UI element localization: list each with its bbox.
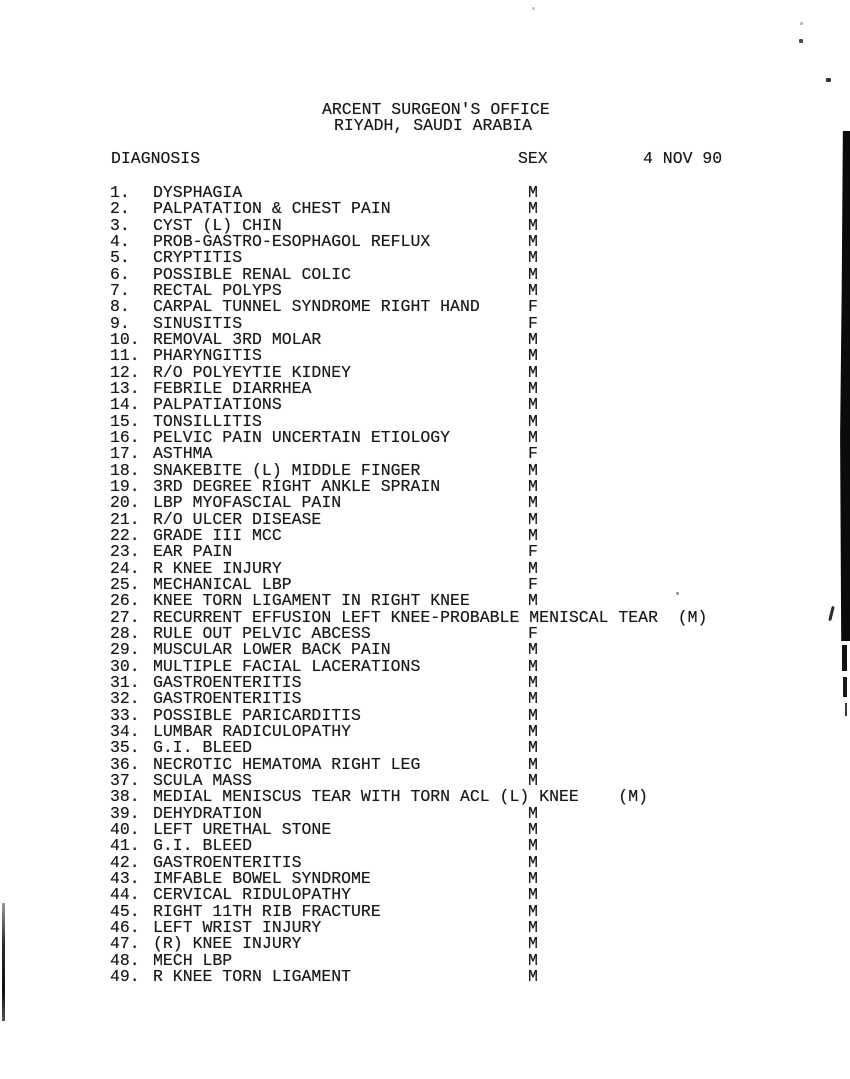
diagnosis-row xyxy=(0,934,850,954)
row-sex: M xyxy=(528,509,538,529)
row-number: 43. xyxy=(110,868,140,888)
row-number: 34. xyxy=(110,721,140,741)
row-number: 21. xyxy=(110,509,140,529)
row-diagnosis: MECH LBP xyxy=(153,950,233,970)
row-number: 42. xyxy=(110,852,140,872)
diagnosis-row xyxy=(0,836,850,856)
diagnosis-row xyxy=(0,461,850,478)
row-sex: M xyxy=(528,395,538,415)
row-diagnosis: KNEE TORN LIGAMENT IN RIGHT KNEE xyxy=(153,591,470,611)
row-sex: M xyxy=(528,378,538,398)
diagnosis-row xyxy=(0,346,850,366)
row-sex: M xyxy=(528,672,538,692)
column-header-sex: SEX xyxy=(518,149,548,168)
diagnosis-row xyxy=(0,232,850,249)
row-number: 33. xyxy=(110,705,140,725)
row-diagnosis: LUMBAR RADICULOPATHY xyxy=(153,721,352,741)
row-sex: M xyxy=(528,591,538,611)
row-diagnosis: LBP MYOFASCIAL PAIN xyxy=(153,493,342,513)
diagnosis-row xyxy=(0,624,850,641)
row-number: 32. xyxy=(110,689,140,709)
row-number: 18. xyxy=(110,460,140,480)
scan-artifact-left-line xyxy=(2,903,5,1021)
row-sex: (M) xyxy=(677,607,708,627)
row-sex: M xyxy=(528,231,538,251)
row-sex: M xyxy=(528,640,538,660)
row-diagnosis: SINUSITIS xyxy=(153,313,243,333)
diagnosis-row xyxy=(0,559,850,576)
row-number: 45. xyxy=(110,901,140,921)
row-sex: M xyxy=(528,264,538,284)
row-sex: M xyxy=(528,476,538,496)
row-sex: M xyxy=(528,215,538,235)
row-sex: M xyxy=(528,852,538,872)
row-diagnosis: NECROTIC HEMATOMA RIGHT LEG xyxy=(153,754,421,774)
diagnosis-row xyxy=(0,297,850,317)
row-number: 35. xyxy=(110,738,140,758)
row-diagnosis: SNAKEBITE (L) MIDDLE FINGER xyxy=(153,460,421,480)
row-diagnosis: ASTHMA xyxy=(153,444,213,464)
row-number: 16. xyxy=(110,427,140,447)
diagnosis-row xyxy=(0,265,850,282)
row-sex: M xyxy=(528,656,538,676)
row-sex: M xyxy=(528,966,538,986)
row-diagnosis: GASTROENTERITIS xyxy=(153,672,302,692)
row-diagnosis: G.I. BLEED xyxy=(153,836,253,856)
row-number: 13. xyxy=(110,378,140,398)
row-diagnosis: RECURRENT EFFUSION LEFT KNEE-PROBABLE MENISCAL TEAR xyxy=(153,607,658,627)
row-diagnosis: LEFT URETHAL STONE xyxy=(153,819,332,839)
row-sex: M xyxy=(528,525,538,545)
row-number: 28. xyxy=(110,623,140,643)
row-diagnosis: R KNEE INJURY xyxy=(153,558,282,578)
row-number: 31. xyxy=(110,672,140,692)
row-number: 23. xyxy=(110,542,140,562)
row-sex: F xyxy=(528,297,538,317)
document-title-line1: ARCENT SURGEON'S OFFICE xyxy=(322,100,550,119)
row-sex: M xyxy=(528,411,538,431)
diagnosis-row xyxy=(0,248,850,268)
row-sex: M xyxy=(528,934,538,954)
row-diagnosis: PROB-GASTRO-ESOPHAGOL REFLUX xyxy=(153,231,431,251)
row-number: 14. xyxy=(110,395,140,415)
row-diagnosis: CERVICAL RIDULOPATHY xyxy=(153,885,352,905)
diagnosis-row xyxy=(0,510,850,527)
row-number: 20. xyxy=(110,493,140,513)
row-number: 49. xyxy=(110,966,140,986)
row-sex: M xyxy=(528,705,538,725)
row-diagnosis: PELVIC PAIN UNCERTAIN ETIOLOGY xyxy=(153,427,451,447)
row-number: 2. xyxy=(110,199,130,219)
row-diagnosis: MEDIAL MENISCUS TEAR WITH TORN ACL (L) KNEE xyxy=(153,787,579,807)
diagnosis-row xyxy=(0,755,850,772)
scan-artifact-speck xyxy=(800,22,803,25)
diagnosis-row xyxy=(0,379,850,396)
scan-artifact-bar-dash xyxy=(843,677,847,697)
diagnosis-row xyxy=(0,640,850,660)
row-sex: M xyxy=(528,689,538,709)
row-diagnosis: EAR PAIN xyxy=(153,542,233,562)
row-diagnosis: REMOVAL 3RD MOLAR xyxy=(153,329,322,349)
row-sex: F xyxy=(528,574,538,594)
row-number: 12. xyxy=(110,362,140,382)
row-sex: M xyxy=(528,248,538,268)
row-number: 4. xyxy=(110,231,130,251)
row-diagnosis: SCULA MASS xyxy=(153,770,253,790)
row-sex: M xyxy=(528,950,538,970)
row-sex: M xyxy=(528,329,538,349)
row-diagnosis: MULTIPLE FACIAL LACERATIONS xyxy=(153,656,421,676)
row-diagnosis: GRADE III MCC xyxy=(153,525,282,545)
row-diagnosis: POSSIBLE RENAL COLIC xyxy=(153,264,352,284)
row-number: 47. xyxy=(110,934,140,954)
row-sex: M xyxy=(528,493,538,513)
diagnosis-row xyxy=(0,281,850,298)
document-date: 4 NOV 90 xyxy=(643,149,723,168)
row-sex: M xyxy=(528,346,538,366)
row-diagnosis: 3RD DEGREE RIGHT ANKLE SPRAIN xyxy=(153,476,441,496)
diagnosis-row xyxy=(0,428,850,445)
row-sex: M xyxy=(528,819,538,839)
row-sex: F xyxy=(528,444,538,464)
row-sex: M xyxy=(528,427,538,447)
row-number: 48. xyxy=(110,950,140,970)
row-number: 24. xyxy=(110,558,140,578)
diagnosis-row xyxy=(0,477,850,494)
row-diagnosis: PALPATATION & CHEST PAIN xyxy=(153,199,391,219)
diagnosis-row xyxy=(0,657,850,674)
row-number: 5. xyxy=(110,248,130,268)
diagnosis-row xyxy=(0,591,850,611)
diagnosis-row xyxy=(0,722,850,739)
row-diagnosis: PALPATIATIONS xyxy=(153,395,282,415)
scan-artifact-speck xyxy=(799,39,803,43)
row-number: 19. xyxy=(110,476,140,496)
row-number: 36. xyxy=(110,754,140,774)
diagnosis-row xyxy=(0,412,850,429)
row-diagnosis: RIGHT 11TH RIB FRACTURE xyxy=(153,901,381,921)
diagnosis-row xyxy=(0,199,850,219)
diagnosis-row xyxy=(0,395,850,415)
row-sex: M xyxy=(528,754,538,774)
diagnosis-row xyxy=(0,902,850,919)
diagnosis-row xyxy=(0,444,850,464)
row-number: 9. xyxy=(110,313,130,333)
row-number: 10. xyxy=(110,329,140,349)
row-number: 38. xyxy=(110,787,140,807)
diagnosis-row xyxy=(0,673,850,690)
diagnosis-row xyxy=(0,526,850,543)
row-number: 3. xyxy=(110,215,130,235)
row-number: 40. xyxy=(110,819,140,839)
row-diagnosis: DYSPHAGIA xyxy=(153,183,243,202)
row-sex: M xyxy=(528,770,538,790)
row-diagnosis: TONSILLITIS xyxy=(153,411,262,431)
row-sex: M xyxy=(528,917,538,937)
diagnosis-row xyxy=(0,918,850,935)
row-sex: M xyxy=(528,868,538,888)
diagnosis-row xyxy=(0,706,850,723)
diagnosis-row xyxy=(0,183,850,200)
row-diagnosis: PHARYNGITIS xyxy=(153,346,262,366)
row-diagnosis: FEBRILE DIARRHEA xyxy=(153,378,312,398)
diagnosis-row xyxy=(0,771,850,788)
row-number: 11. xyxy=(110,346,140,366)
row-sex: M xyxy=(528,558,538,578)
diagnosis-row xyxy=(0,804,850,821)
row-diagnosis: G.I. BLEED xyxy=(153,738,253,758)
row-diagnosis: R/O ULCER DISEASE xyxy=(153,509,322,529)
scan-artifact-speck xyxy=(826,78,831,82)
row-diagnosis: IMFABLE BOWEL SYNDROME xyxy=(153,868,371,888)
row-number: 17. xyxy=(110,444,140,464)
row-sex: M xyxy=(528,362,538,382)
row-number: 37. xyxy=(110,770,140,790)
row-diagnosis: GASTROENTERITIS xyxy=(153,852,302,872)
row-sex: F xyxy=(528,542,538,562)
row-diagnosis: POSSIBLE PARICARDITIS xyxy=(153,705,361,725)
row-number: 44. xyxy=(110,885,140,905)
row-diagnosis: GASTROENTERITIS xyxy=(153,689,302,709)
row-diagnosis: LEFT WRIST INJURY xyxy=(153,917,322,937)
row-diagnosis: CRYPTITIS xyxy=(153,248,243,268)
row-sex: M xyxy=(528,901,538,921)
row-number: 26. xyxy=(110,591,140,611)
row-diagnosis: MUSCULAR LOWER BACK PAIN xyxy=(153,640,391,660)
diagnosis-row xyxy=(0,738,850,758)
row-number: 29. xyxy=(110,640,140,660)
row-number: 41. xyxy=(110,836,140,856)
diagnosis-row xyxy=(0,967,850,984)
row-number: 15. xyxy=(110,411,140,431)
diagnosis-row xyxy=(0,608,850,625)
row-sex: M xyxy=(528,199,538,219)
row-diagnosis: R KNEE TORN LIGAMENT xyxy=(153,966,352,986)
row-sex: F xyxy=(528,313,538,333)
scan-artifact-speck xyxy=(532,7,535,10)
diagnosis-row xyxy=(0,869,850,886)
row-diagnosis: RULE OUT PELVIC ABCESS xyxy=(153,623,371,643)
diagnosis-row xyxy=(0,363,850,380)
diagnosis-row xyxy=(0,787,850,807)
row-number: 1. xyxy=(110,183,130,202)
diagnosis-row xyxy=(0,216,850,233)
row-diagnosis: CARPAL TUNNEL SYNDROME RIGHT HAND xyxy=(153,297,480,317)
row-sex: M xyxy=(528,885,538,905)
diagnosis-row xyxy=(0,820,850,837)
row-number: 39. xyxy=(110,803,140,823)
row-sex: M xyxy=(528,803,538,823)
row-number: 46. xyxy=(110,917,140,937)
column-header-diagnosis: DIAGNOSIS xyxy=(111,149,201,168)
row-number: 27. xyxy=(110,607,140,627)
row-number: 6. xyxy=(110,264,130,284)
scan-artifact-speck xyxy=(676,592,679,595)
row-diagnosis: CYST (L) CHIN xyxy=(153,215,282,235)
diagnosis-row xyxy=(0,542,850,562)
diagnosis-row xyxy=(0,853,850,870)
row-sex: M xyxy=(528,836,538,856)
row-diagnosis: MECHANICAL LBP xyxy=(153,574,292,594)
row-diagnosis: DEHYDRATION xyxy=(153,803,262,823)
row-number: 25. xyxy=(110,574,140,594)
scan-artifact-bar-dash xyxy=(845,703,847,716)
row-sex: M xyxy=(528,183,538,202)
row-diagnosis: RECTAL POLYPS xyxy=(153,280,282,300)
row-number: 8. xyxy=(110,297,130,317)
diagnosis-row xyxy=(0,885,850,905)
row-sex: M xyxy=(528,738,538,758)
diagnosis-row xyxy=(0,493,850,513)
diagnosis-row xyxy=(0,689,850,709)
diagnosis-row xyxy=(0,575,850,592)
diagnosis-row xyxy=(0,314,850,331)
document-title-line2: RIYADH, SAUDI ARABIA xyxy=(334,116,533,135)
row-sex: F xyxy=(528,623,538,643)
row-number: 22. xyxy=(110,525,140,545)
row-diagnosis: (R) KNEE INJURY xyxy=(153,934,302,954)
scan-artifact-bar-dash xyxy=(842,645,847,671)
row-sex: M xyxy=(528,721,538,741)
diagnosis-row xyxy=(0,951,850,968)
row-sex: (M) xyxy=(618,787,649,807)
row-sex: M xyxy=(528,460,538,480)
row-diagnosis: R/O POLYEYTIE KIDNEY xyxy=(153,362,352,382)
row-number: 7. xyxy=(110,280,130,300)
row-number: 30. xyxy=(110,656,140,676)
diagnosis-row xyxy=(0,330,850,347)
row-sex: M xyxy=(528,280,538,300)
